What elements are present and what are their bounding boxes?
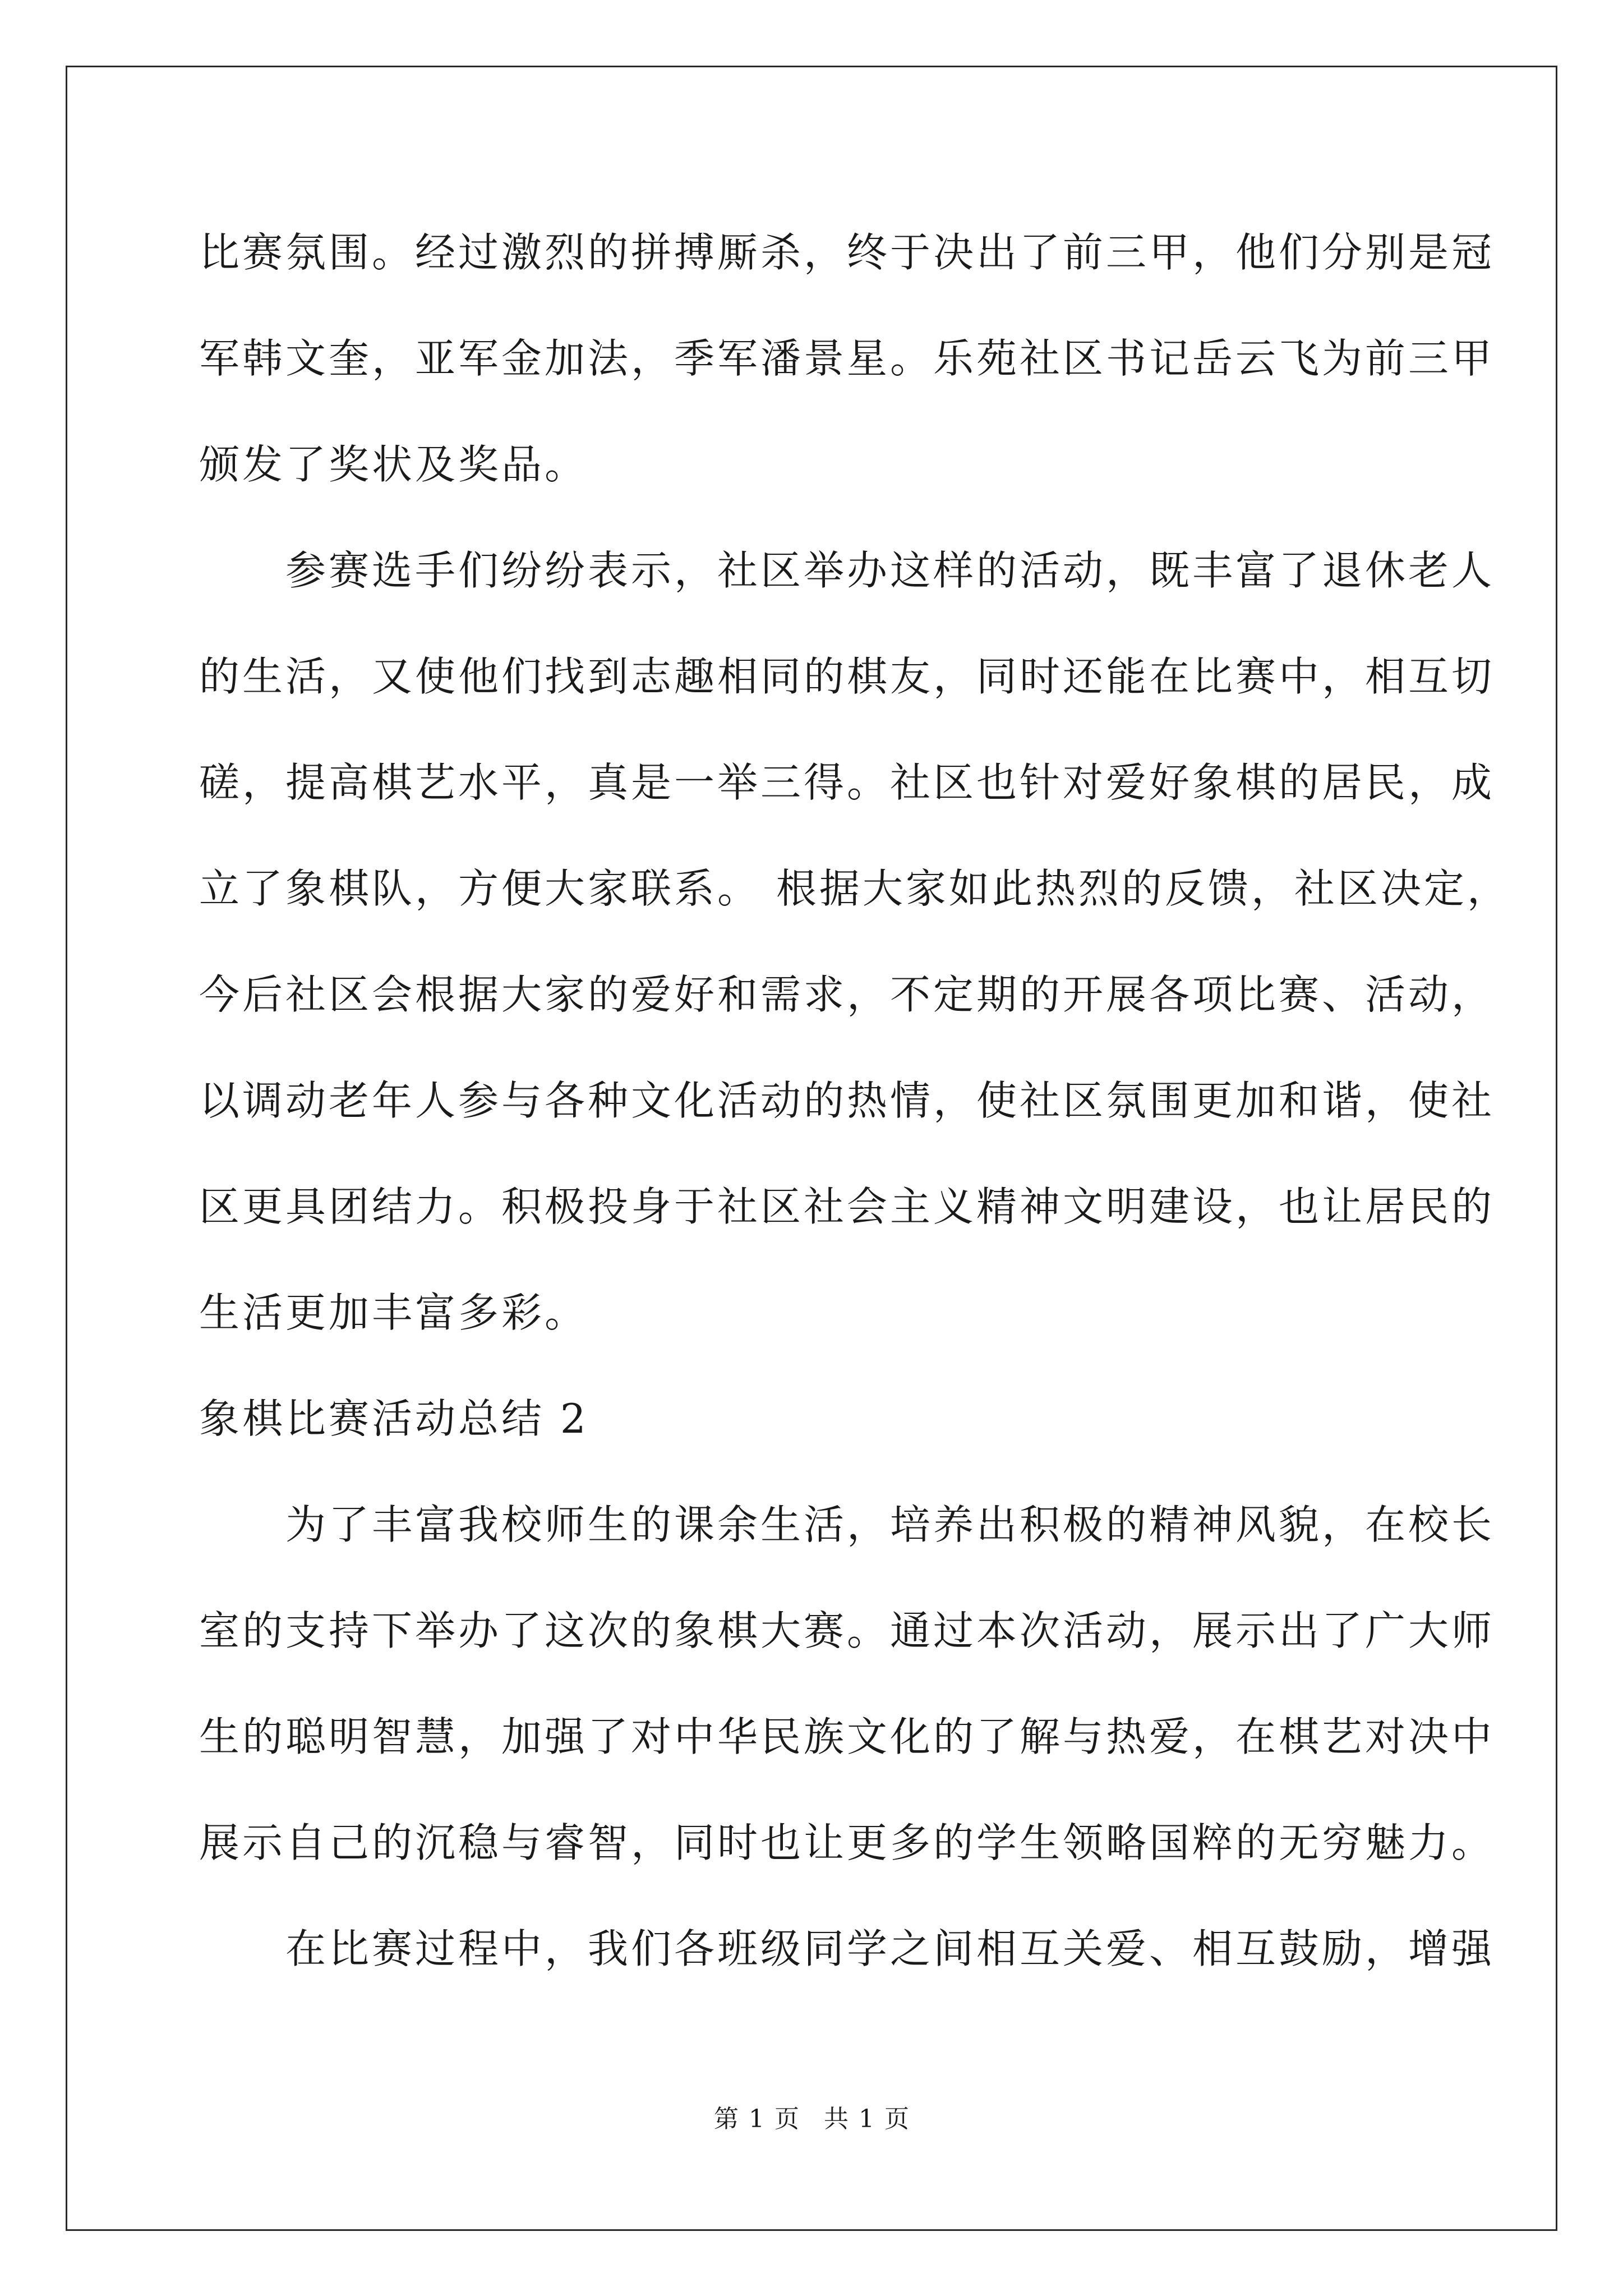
- text-line: 磋，提高棋艺水平，真是一举三得。社区也针对爱好象棋的居民，成: [199, 759, 1495, 806]
- text-line: 颁发了奖状及奖品。: [199, 441, 588, 488]
- page-border: [66, 66, 1557, 2231]
- text-line: 以调动老年人参与各种文化活动的热情，使社区氛围更加和谐，使社: [199, 1077, 1495, 1124]
- text-line: 在比赛过程中，我们各班级同学之间相互关爱、相互鼓励，增强: [199, 1925, 1495, 1972]
- text-line: 参赛选手们纷纷表示，社区举办这样的活动，既丰富了退休老人: [199, 547, 1495, 594]
- text-line: 生的聪明智慧，加强了对中华民族文化的了解与热爱，在棋艺对决中: [199, 1713, 1495, 1760]
- text-line: 为了丰富我校师生的课余生活，培养出积极的精神风貌，在校长: [199, 1501, 1495, 1548]
- text-line: 室的支持下举办了这次的象棋大赛。通过本次活动，展示出了广大师: [199, 1607, 1495, 1654]
- section-heading: 象棋比赛活动总结 2: [199, 1395, 589, 1442]
- text-line: 立了象棋队，方便大家联系。 根据大家如此热烈的反馈，社区决定，: [199, 865, 1510, 912]
- page-footer: 第 1 页 共 1 页: [714, 2105, 909, 2133]
- text-line: 区更具团结力。积极投身于社区社会主义精神文明建设，也让居民的: [199, 1183, 1495, 1230]
- text-line: 今后社区会根据大家的爱好和需求，不定期的开展各项比赛、活动，: [199, 971, 1495, 1018]
- text-line: 的生活，又使他们找到志趣相同的棋友，同时还能在比赛中，相互切: [199, 653, 1495, 700]
- text-line: 生活更加丰富多彩。: [199, 1289, 588, 1336]
- text-line: 比赛氛围。经过激烈的拼搏厮杀，终于决出了前三甲，他们分别是冠: [199, 229, 1495, 276]
- text-line: 军韩文奎，亚军金加法，季军潘景星。乐苑社区书记岳云飞为前三甲: [199, 335, 1495, 382]
- text-line: 展示自己的沉稳与睿智，同时也让更多的学生领略国粹的无穷魅力。: [199, 1819, 1495, 1866]
